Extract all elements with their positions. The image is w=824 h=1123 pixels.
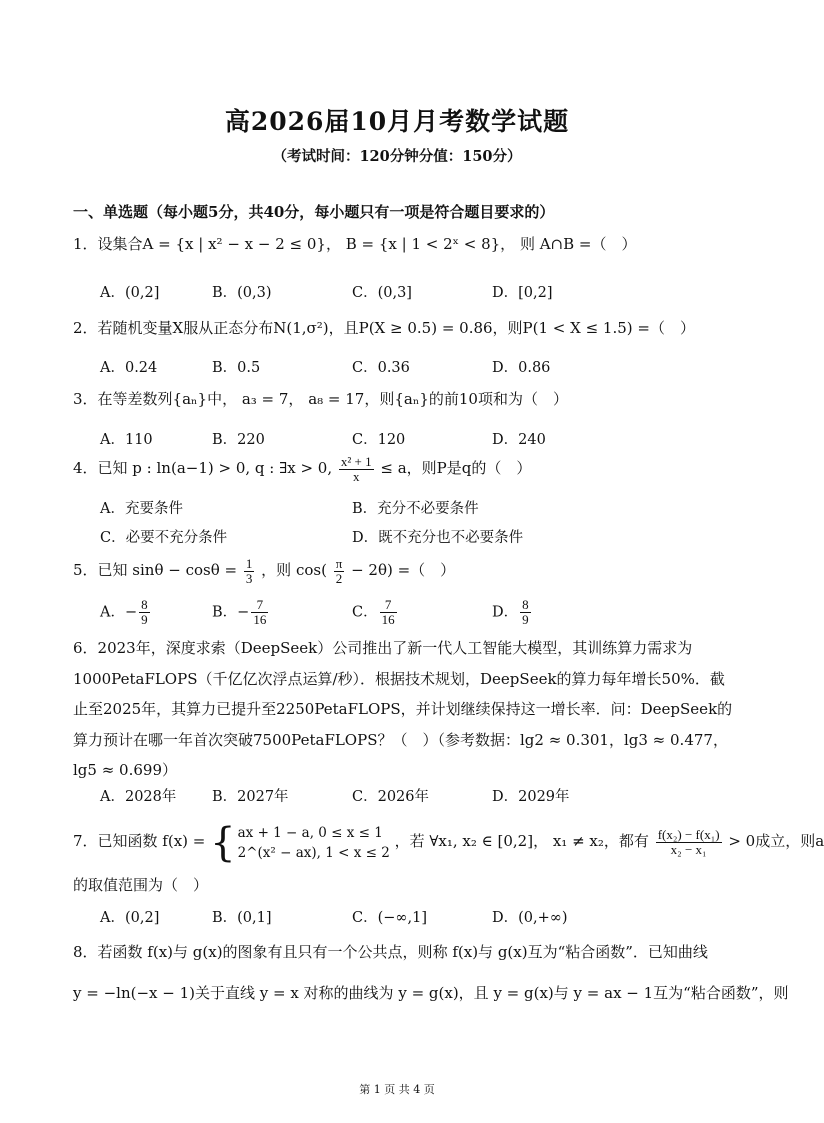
q2-option-c: C．0.36 — [352, 360, 410, 376]
q5-frac2-num: π — [335, 555, 343, 571]
q3-option-b: B．220 — [212, 432, 265, 448]
q3-option-c: C．120 — [352, 432, 406, 448]
q7-option-d: D．(0,+∞) — [492, 910, 568, 926]
q5-stem-post: − 2θ) =（ ） — [351, 561, 456, 579]
exam-info: （考试时间：120分钟分值：150分） — [272, 148, 522, 165]
q5-a-num: 8 — [141, 597, 148, 612]
question-7-stem-line2: 的取值范围为（ ） — [73, 876, 209, 894]
q6-option-a: A．2028年 — [100, 789, 177, 805]
question-3-stem: 3．在等差数列{aₙ}中， a₃ = 7， a₈ = 17，则{aₙ}的前10项和为（ ） — [73, 390, 568, 408]
q5-a-sign: − — [124, 604, 138, 621]
q7-stem-post: > 0成立，则a — [728, 832, 824, 850]
q4-option-c: C．必要不充分条件 — [100, 530, 228, 546]
q2-option-d: D．0.86 — [492, 360, 551, 376]
q6-option-c: C．2026年 — [352, 789, 429, 805]
q5-frac1-num: 1 — [245, 555, 253, 571]
q5-a-label: A． — [100, 604, 125, 621]
question-1-stem: 1．设集合A = {x | x² − x − 2 ≤ 0}， B = {x | 1 < 2ˣ < 8}， 则 A∩B =（ ） — [73, 235, 637, 253]
q5-b-den: 16 — [253, 612, 267, 627]
q5-fraction-2 — [334, 557, 345, 586]
q7-option-a: A．(0,2] — [100, 910, 160, 926]
q5-frac2-den: 2 — [335, 570, 343, 586]
q5-d-fraction — [520, 598, 531, 627]
q5-d-label: D． — [492, 604, 519, 621]
q7-brace: { — [210, 820, 236, 866]
q4-frac-num: x² + 1 — [340, 453, 372, 469]
q7-frac-den: x₂ − x₁ — [670, 841, 707, 857]
q5-option-c — [352, 598, 399, 627]
question-6-stem: 6．2023年，深度求索（DeepSeek）公司推出了新一代人工智能大模型，其训练算力需求为1000PetaFLOPS（千亿亿次浮点运算/秒）．根据技术规划，DeepSeek的算力每年增长50%．截止至2025年，其算力已提升至2250PetaFLOPS，并计划继续保持这一增长率．问：DeepSeek的算力预计在哪一年首次突破7500PetaFLOPS？（ ）（参考数据：lg2 ≈ 0.301，lg3 ≈ 0.477，lg5 ≈ 0.699） — [73, 639, 733, 779]
q1-option-b: B．(0,3) — [212, 285, 272, 301]
q6-option-b: B．2027年 — [212, 789, 289, 805]
q3-option-a: A．110 — [100, 432, 153, 448]
question-2-stem: 2．若随机变量X服从正态分布N(1,σ²)，且P(X ≥ 0.5) = 0.86，则P(1 < X ≤ 1.5) =（ ） — [73, 319, 695, 337]
question-8-line-2: y = −ln(−x − 1)关于直线 y = x 对称的曲线为 y = g(x)，且 y = g(x)与 y = ax − 1互为“粘合函数”，则 — [73, 984, 789, 1002]
q5-option-d — [492, 598, 533, 627]
q5-d-num: 8 — [522, 597, 529, 612]
q1-option-a: A．(0,2] — [100, 285, 160, 301]
q3-option-d: D．240 — [492, 432, 546, 448]
q5-c-fraction — [380, 598, 397, 627]
page-footer: 第 1 页 共 4 页 — [359, 1083, 435, 1096]
q5-b-num: 7 — [251, 598, 268, 613]
q4-option-a: A．充要条件 — [100, 501, 183, 517]
q7-fraction — [656, 828, 722, 857]
q1-option-c: C．(0,3] — [352, 285, 412, 301]
q5-b-label: B． — [212, 604, 238, 621]
q5-b-sign: − — [237, 604, 250, 621]
q7-cases — [238, 823, 390, 863]
q5-frac1-den: 3 — [245, 570, 253, 586]
q6-option-d: D．2029年 — [492, 789, 570, 805]
q5-a-fraction — [139, 598, 150, 627]
q5-c-label: C． — [352, 604, 378, 621]
q5-a-den: 9 — [141, 612, 148, 627]
q7-piecewise — [210, 818, 390, 866]
q2-option-a: A．0.24 — [100, 360, 158, 376]
q5-stem-mid: ，则 cos( — [261, 561, 327, 579]
page-title: 高2026届10月月考数学试题 — [224, 107, 570, 136]
q7-frac-num: f(x₂) − f(x₁) — [657, 826, 720, 842]
q5-c-num: 7 — [380, 598, 397, 613]
q2-option-b: B．0.5 — [212, 360, 261, 376]
q1-option-d: D．[0,2] — [492, 285, 553, 301]
q7-case-2: 2^(x² − ax), 1 < x ≤ 2 — [237, 845, 390, 861]
question-7-stem — [73, 817, 824, 866]
q4-stem-post: ≤ a，则P是q的（ ） — [380, 459, 532, 477]
question-8-line-1: 8．若函数 f(x)与 g(x)的图象有且只有一个公共点，则称 f(x)与 g(x)互为“粘合函数”．已知曲线 — [73, 943, 708, 961]
q7-case-1: ax + 1 − a, 0 ≤ x ≤ 1 — [237, 825, 383, 841]
q5-option-a — [100, 598, 152, 627]
section-heading: 一、单选题（每小题5分，共40分，每小题只有一项是符合题目要求的） — [73, 203, 555, 221]
q4-stem-pre: 4．已知 p : ln(a−1) > 0, q : ∃x > 0, — [73, 459, 333, 477]
q7-option-b: B．(0,1] — [212, 910, 272, 926]
q5-b-fraction — [251, 598, 268, 627]
q5-fraction-1 — [244, 557, 255, 586]
question-5-stem — [73, 555, 733, 586]
q7-stem-mid: ，若 ∀x₁, x₂ ∈ [0,2]， x₁ ≠ x₂，都有 — [394, 832, 649, 850]
q5-c-den: 16 — [381, 612, 395, 627]
q7-option-c: C．(−∞,1] — [352, 910, 427, 926]
q4-fraction — [339, 455, 374, 484]
q5-d-den: 9 — [522, 612, 529, 627]
q4-option-d: D．既不充分也不必要条件 — [352, 530, 524, 546]
q7-stem-pre: 7．已知函数 f(x) = — [73, 832, 206, 850]
q4-option-b: B．充分不必要条件 — [352, 501, 479, 517]
q5-option-b — [212, 598, 270, 627]
question-4-stem — [73, 453, 733, 484]
q5-stem-pre: 5．已知 sinθ − cosθ = — [73, 561, 238, 579]
q4-frac-den: x — [353, 468, 360, 484]
